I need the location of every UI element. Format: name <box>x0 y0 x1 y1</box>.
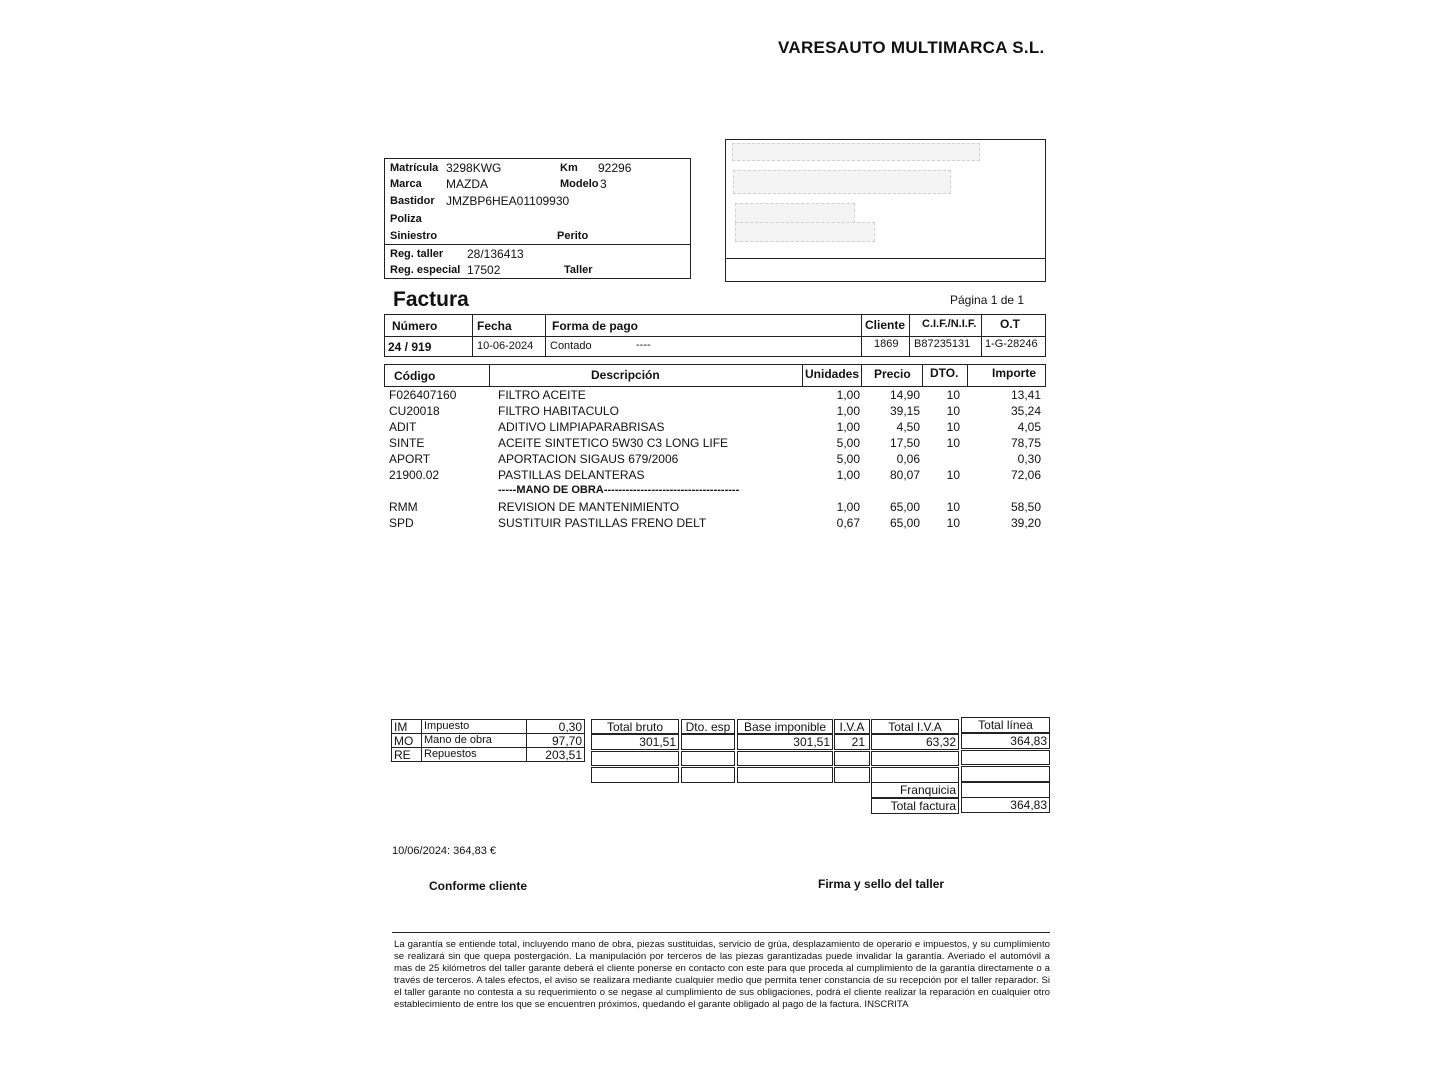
numero-header: Número <box>392 319 438 333</box>
modelo-value: 3 <box>600 177 607 191</box>
client-box-divider <box>725 258 1046 259</box>
labor-section-label <box>384 484 1064 500</box>
breakdown-code: MO <box>394 734 414 748</box>
vehicle-info-box <box>384 158 691 279</box>
reg-taller-value: 28/136413 <box>467 247 524 261</box>
breakdown-value-cell <box>526 719 585 734</box>
breakdown-label: Mano de obra <box>424 734 492 746</box>
item-codigo: SINTE <box>389 436 425 450</box>
breakdown-value: 97,70 <box>551 734 582 748</box>
table-row <box>384 388 1064 404</box>
base-imponible-label: Base imponible <box>743 720 827 734</box>
item-dto: 10 <box>946 468 960 482</box>
breakdown-label-cell <box>421 733 527 748</box>
modelo-label: Modelo <box>560 178 599 190</box>
item-importe: 4,05 <box>1017 420 1041 434</box>
iva-value: 21 <box>851 735 865 749</box>
redacted-client-extra <box>735 222 875 242</box>
total-linea-header <box>961 717 1050 733</box>
base-imponible-header <box>737 719 833 734</box>
empty-cell <box>871 767 959 783</box>
legal-divider <box>392 932 1050 933</box>
table-row <box>384 500 1064 516</box>
item-unidades: 1,00 <box>836 404 860 418</box>
total-bruto-header <box>591 719 679 734</box>
empty-cell <box>591 767 679 783</box>
item-unidades: 5,00 <box>836 452 860 466</box>
empty-cell <box>737 751 833 766</box>
labor-unidades: 0,67 <box>836 516 860 530</box>
total-bruto-cell <box>591 734 679 750</box>
labor-dto: 10 <box>946 500 960 514</box>
dto-esp-header <box>681 719 735 734</box>
empty-cell <box>834 751 870 766</box>
item-dto: 10 <box>946 436 960 450</box>
bastidor-value: JMZBP6HEA01109930 <box>446 194 570 208</box>
item-precio: 0,06 <box>896 452 920 466</box>
perito-label: Perito <box>557 230 589 242</box>
empty-cell <box>681 767 735 783</box>
codigo-header: Código <box>394 369 436 383</box>
customer-signature-label: Conforme cliente <box>429 879 528 893</box>
item-codigo: F026407160 <box>389 388 457 402</box>
km-value: 92296 <box>598 161 632 175</box>
poliza-label: Poliza <box>390 213 422 225</box>
forma-pago-extra: ---- <box>636 339 651 351</box>
header-col-sep-2 <box>545 314 546 357</box>
item-descripcion: ADITIVO LIMPIAPARABRISAS <box>498 420 665 434</box>
base-imponible-value: 301,51 <box>793 735 830 749</box>
item-importe: 78,75 <box>1010 436 1041 450</box>
item-codigo: 21900.02 <box>389 468 440 482</box>
empty-cell <box>961 766 1050 782</box>
precio-header: Precio <box>874 367 911 381</box>
item-codigo: ADIT <box>389 420 417 434</box>
labor-codigo: RMM <box>389 500 418 514</box>
fecha-header: Fecha <box>477 319 512 333</box>
total-bruto-value: 301,51 <box>639 735 676 749</box>
matricula-value: 3298KWG <box>446 161 502 175</box>
item-unidades: 1,00 <box>836 388 860 402</box>
item-precio: 80,07 <box>889 468 920 482</box>
table-row <box>384 436 1064 452</box>
dto-esp-cell <box>681 734 735 750</box>
breakdown-value: 0,30 <box>558 720 582 734</box>
item-descripcion: PASTILLAS DELANTERAS <box>498 468 645 482</box>
item-unidades: 5,00 <box>836 436 860 450</box>
header-col-sep-4 <box>909 314 910 357</box>
breakdown-value: 203,51 <box>545 748 582 762</box>
lines-col-sep-4 <box>922 364 923 387</box>
table-row <box>384 404 1064 420</box>
franquicia-label-cell <box>871 782 959 798</box>
labor-codigo: SPD <box>389 516 414 530</box>
unidades-header: Unidades <box>805 367 860 381</box>
total-factura-label: Total factura <box>890 799 956 813</box>
ot-value: 1-G-28246 <box>985 338 1038 350</box>
header-table-divider <box>384 336 1046 337</box>
total-iva-value: 63,32 <box>925 735 956 749</box>
labor-dto: 10 <box>946 516 960 530</box>
item-importe: 13,41 <box>1010 388 1041 402</box>
iva-cell <box>834 734 870 750</box>
total-iva-header <box>871 719 959 734</box>
legal-warranty-text: La garantía se entiende total, incluyendo mano de obra, piezas sustituidas, servicio de grúa, desplazamiento de operario e impuestos, y su cumplimiento se realizará sin que quepa postergación. La manipulación por terceros de las piezas garantizadas puede invalidar la garantía. Averiado el automóvil a mas de 25 kilómetros del taller garante deberá el cliente ponerse en contacto con este para que proceda al cumplimiento de la garantía directamente o a través de terceros. A tales efectos, el aviso se realizara mediante cualquier medio que permita tener constancia de su recepción por el taller reparador. Si el taller garante no contesta a su requerimiento o se negase al cumplimiento de sus obligaciones, podrá el cliente realizar la reparación en cualquier otro establecimiento de entre los que se encuentren próximos, quedando el garante obligado al pago de la factura. INSCRITA <box>394 939 1050 1009</box>
labor-importe: 39,20 <box>1010 516 1041 530</box>
empty-cell <box>737 767 833 783</box>
reg-especial-label: Reg. especial <box>390 264 461 276</box>
item-descripcion: FILTRO ACEITE <box>498 388 586 402</box>
total-iva-cell <box>871 734 959 750</box>
reg-taller-label: Reg. taller <box>390 248 444 260</box>
header-col-sep-5 <box>981 314 982 357</box>
item-codigo: CU20018 <box>389 404 440 418</box>
bastidor-label: Bastidor <box>390 195 435 207</box>
breakdown-label: Impuesto <box>424 720 470 732</box>
labor-unidades: 1,00 <box>836 500 860 514</box>
matricula-label: Matrícula <box>390 162 439 174</box>
company-name: VARESAUTO MULTIMARCA S.L. <box>778 38 1045 57</box>
header-col-sep-3 <box>861 314 862 357</box>
total-linea-label: Total línea <box>978 718 1033 732</box>
header-col-sep-1 <box>472 314 473 357</box>
labor-descripcion: REVISION DE MANTENIMIENTO <box>498 500 680 514</box>
table-row <box>384 420 1064 436</box>
breakdown-code: IM <box>394 720 408 734</box>
dto-esp-label: Dto. esp <box>685 720 731 734</box>
breakdown-code-cell <box>391 747 422 762</box>
breakdown-code-cell <box>391 733 422 748</box>
item-descripcion: ACEITE SINTETICO 5W30 C3 LONG LIFE <box>498 436 729 450</box>
item-importe: 0,30 <box>1017 452 1041 466</box>
table-row <box>384 516 1064 532</box>
taller-label: Taller <box>564 264 593 276</box>
item-dto: 10 <box>946 420 960 434</box>
item-importe: 72,06 <box>1010 468 1041 482</box>
item-precio: 4,50 <box>896 420 920 434</box>
labor-section-text: -----MANO DE OBRA------------------------------------- <box>498 484 740 496</box>
item-dto: 10 <box>946 388 960 402</box>
total-linea-cell <box>961 733 1050 749</box>
breakdown-label: Repuestos <box>424 748 477 760</box>
empty-cell <box>871 751 959 766</box>
empty-cell <box>961 750 1050 765</box>
marca-value: MAZDA <box>446 177 488 191</box>
item-dto: 10 <box>946 404 960 418</box>
breakdown-code-cell <box>391 719 422 734</box>
item-precio: 39,15 <box>889 404 920 418</box>
fecha-value: 10-06-2024 <box>477 340 534 352</box>
total-factura-label-cell <box>871 798 959 814</box>
page-number: Página 1 de 1 <box>950 293 1025 307</box>
total-bruto-label: Total bruto <box>606 720 664 734</box>
km-label: Km <box>560 162 578 174</box>
empty-cell <box>591 751 679 766</box>
breakdown-code: RE <box>394 748 411 762</box>
siniestro-label: Siniestro <box>390 230 438 242</box>
redacted-client-address <box>733 170 951 194</box>
iva-label: I.V.A <box>839 720 865 734</box>
numero-value: 24 / 919 <box>388 340 432 354</box>
breakdown-label-cell <box>421 747 527 762</box>
base-imponible-cell <box>737 734 833 750</box>
total-factura-cell <box>961 797 1050 813</box>
item-codigo: APORT <box>389 452 431 466</box>
labor-precio: 65,00 <box>889 516 920 530</box>
breakdown-label-cell <box>421 719 527 734</box>
cliente-value: 1869 <box>874 338 899 350</box>
franquicia-label: Franquicia <box>899 783 956 797</box>
item-precio: 14,90 <box>889 388 920 402</box>
page-title: Factura <box>393 288 469 311</box>
lines-col-sep-2 <box>802 364 803 387</box>
vehicle-box-divider <box>384 244 691 245</box>
line-items-list <box>384 388 1064 533</box>
workshop-signature-label: Firma y sello del taller <box>818 877 945 891</box>
table-row <box>384 468 1064 484</box>
cif-header: C.I.F./N.I.F. <box>922 318 977 330</box>
item-unidades: 1,00 <box>836 468 860 482</box>
forma-pago-value: Contado <box>550 340 592 352</box>
labor-importe: 58,50 <box>1010 500 1041 514</box>
reg-especial-value: 17502 <box>467 263 501 277</box>
total-linea-value: 364,83 <box>1010 734 1047 748</box>
franquicia-value-cell <box>961 782 1050 798</box>
redacted-client-city <box>735 203 855 223</box>
breakdown-value-cell <box>526 747 585 762</box>
total-factura-value: 364,83 <box>1010 798 1047 812</box>
item-unidades: 1,00 <box>836 420 860 434</box>
lines-col-sep-5 <box>967 364 968 387</box>
total-iva-label: Total I.V.A <box>888 720 942 734</box>
empty-cell <box>681 751 735 766</box>
importe-header: Importe <box>992 366 1037 380</box>
ot-header: O.T <box>1000 317 1020 331</box>
lines-col-sep-1 <box>489 364 490 387</box>
item-descripcion: FILTRO HABITACULO <box>498 404 619 418</box>
item-importe: 35,24 <box>1010 404 1041 418</box>
forma-pago-header: Forma de pago <box>552 319 639 333</box>
table-row <box>384 452 1064 468</box>
item-descripcion: APORTACION SIGAUS 679/2006 <box>498 452 679 466</box>
item-precio: 17,50 <box>889 436 920 450</box>
labor-precio: 65,00 <box>889 500 920 514</box>
lines-col-sep-3 <box>861 364 862 387</box>
dto-header: DTO. <box>930 366 959 380</box>
labor-descripcion: SUSTITUIR PASTILLAS FRENO DELT <box>498 516 707 530</box>
descripcion-header: Descripción <box>591 368 660 382</box>
cif-value: B87235131 <box>914 338 971 350</box>
marca-label: Marca <box>390 178 422 190</box>
redacted-client-name <box>732 143 980 161</box>
payment-note: 10/06/2024: 364,83 € <box>392 845 496 857</box>
iva-header <box>834 719 870 734</box>
breakdown-value-cell <box>526 733 585 748</box>
empty-cell <box>834 767 870 783</box>
cliente-header: Cliente <box>865 318 906 332</box>
